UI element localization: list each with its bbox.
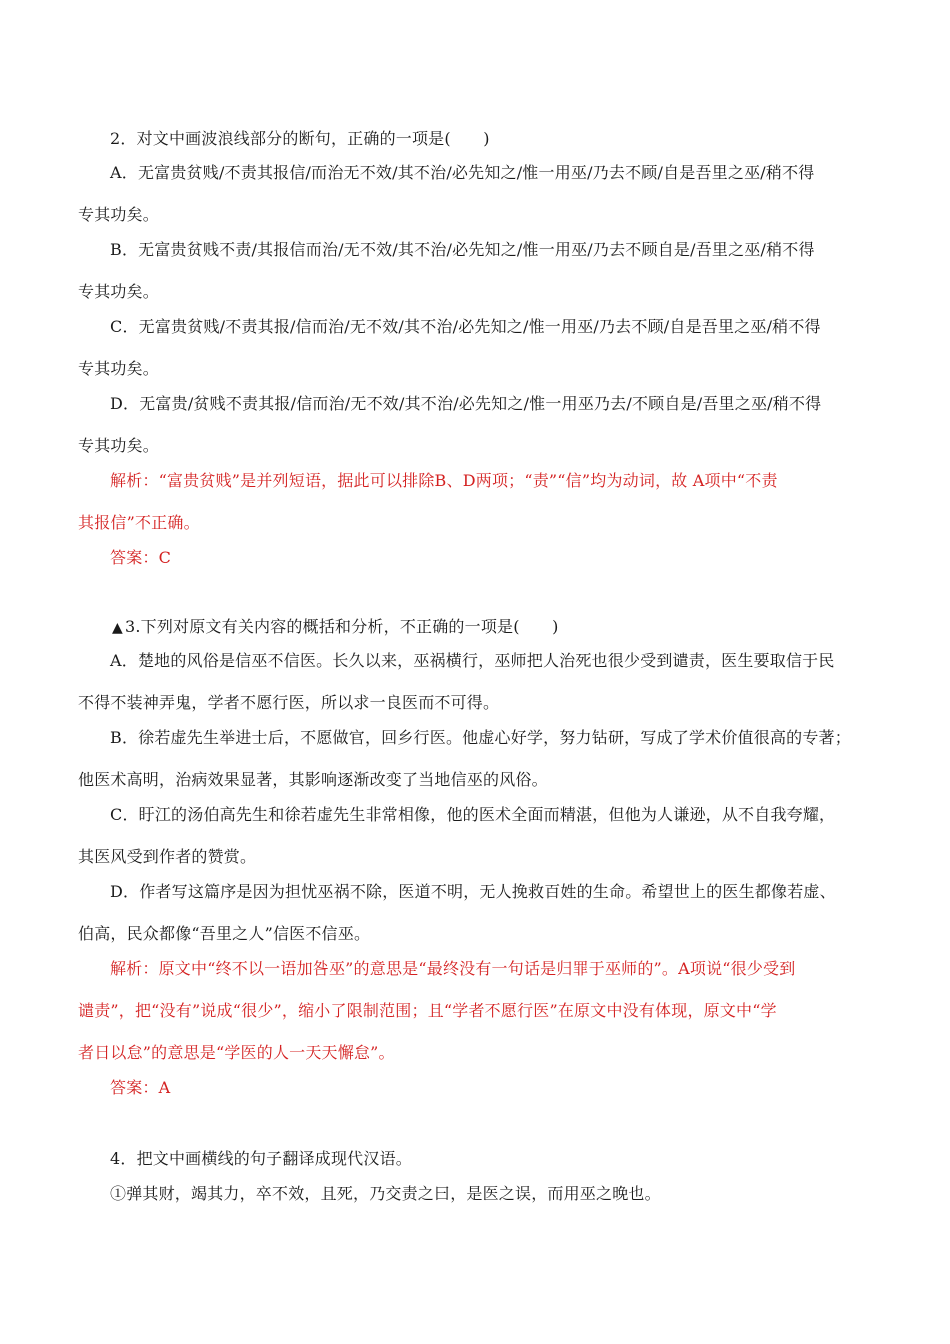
q2-option-a-line2: 专其功矣。 bbox=[78, 205, 160, 224]
q3-option-a-line2: 不得不装神弄鬼，学者不愿行医，所以求一良医而不可得。 bbox=[78, 693, 500, 712]
q2-analysis-line1: 解析：“富贵贫贱”是并列短语，据此可以排除B、D两项；“责”“信”均为动词，故 A项中“不责 bbox=[110, 471, 778, 490]
q3-option-b-line1: B．徐若虚先生举进士后，不愿做官，回乡行医。他虚心好学，努力钻研，写成了学术价值很高的专著； bbox=[110, 728, 851, 747]
triangle-marker-icon: ▲ bbox=[112, 620, 123, 636]
q2-option-d-line1: D．无富贵/贫贱不责其报/信而治/无不效/其不治/必先知之/惟一用巫乃去/不顾自是/吾里之巫/稍不得 bbox=[110, 394, 822, 413]
q3-option-d-line2: 伯高，民众都像“吾里之人”信医不信巫。 bbox=[78, 924, 371, 943]
q3-answer: 答案：A bbox=[110, 1078, 171, 1097]
q2-option-c-line2: 专其功矣。 bbox=[78, 359, 160, 378]
q3-option-d-line1: D．作者写这篇序是因为担忧巫祸不除，医道不明，无人挽救百姓的生命。希望世上的医生都像若虚、 bbox=[110, 882, 836, 901]
q2-option-b-line1: B．无富贵贫贱不责/其报信而治/无不效/其不治/必先知之/惟一用巫/乃去不顾自是/吾里之巫/稍不得 bbox=[110, 240, 815, 259]
q3-analysis-line2: 谴责”，把“没有”说成“很少”，缩小了限制范围；且“学者不愿行医”在原文中没有体现，原文中“学 bbox=[78, 1001, 777, 1020]
q4-stem: 4．把文中画横线的句子翻译成现代汉语。 bbox=[110, 1149, 412, 1168]
q3-option-b-line2: 他医术高明，治病效果显著，其影响逐渐改变了当地信巫的风俗。 bbox=[78, 770, 548, 789]
q3-option-a-line1: A．楚地的风俗是信巫不信医。长久以来，巫祸横行，巫师把人治死也很少受到谴责，医生要取信于民 bbox=[110, 651, 835, 670]
q2-answer: 答案：C bbox=[110, 548, 172, 567]
q3-stem: 3.下列对原文有关内容的概括和分析，不正确的一项是( ) bbox=[124, 617, 559, 636]
q4-item-1: ①弹其财，竭其力，卒不效，且死，乃交责之曰，是医之误，而用巫之晚也。 bbox=[110, 1184, 661, 1203]
q2-stem: 2．对文中画波浪线部分的断句，正确的一项是( ) bbox=[110, 129, 490, 148]
q3-analysis-line1: 解析：原文中“终不以一语加咎巫”的意思是“最终没有一句话是归罪于巫师的”。A项说“很少受到 bbox=[110, 959, 796, 978]
q2-analysis-line2: 其报信”不正确。 bbox=[78, 513, 200, 532]
q2-option-d-line2: 专其功矣。 bbox=[78, 436, 160, 455]
q2-option-c-line1: C．无富贵贫贱/不责其报/信而治/无不效/其不治/必先知之/惟一用巫/乃去不顾/自是吾里之巫/稍不得 bbox=[110, 317, 821, 336]
q3-analysis-line3: 者日以怠”的意思是“学医的人一天天懈怠”。 bbox=[78, 1043, 395, 1062]
q3-option-c-line1: C．盱江的汤伯高先生和徐若虚先生非常相像，他的医术全面而精湛，但他为人谦逊，从不自我夸耀， bbox=[110, 805, 836, 824]
q3-stem-row bbox=[112, 616, 559, 639]
q3-option-c-line2: 其医风受到作者的赞赏。 bbox=[78, 847, 257, 866]
q2-option-a-line1: A．无富贵贫贱/不责其报信/而治无不效/其不治/必先知之/惟一用巫/乃去不顾/自是吾里之巫/稍不得 bbox=[110, 163, 815, 182]
q2-option-b-line2: 专其功矣。 bbox=[78, 282, 160, 301]
